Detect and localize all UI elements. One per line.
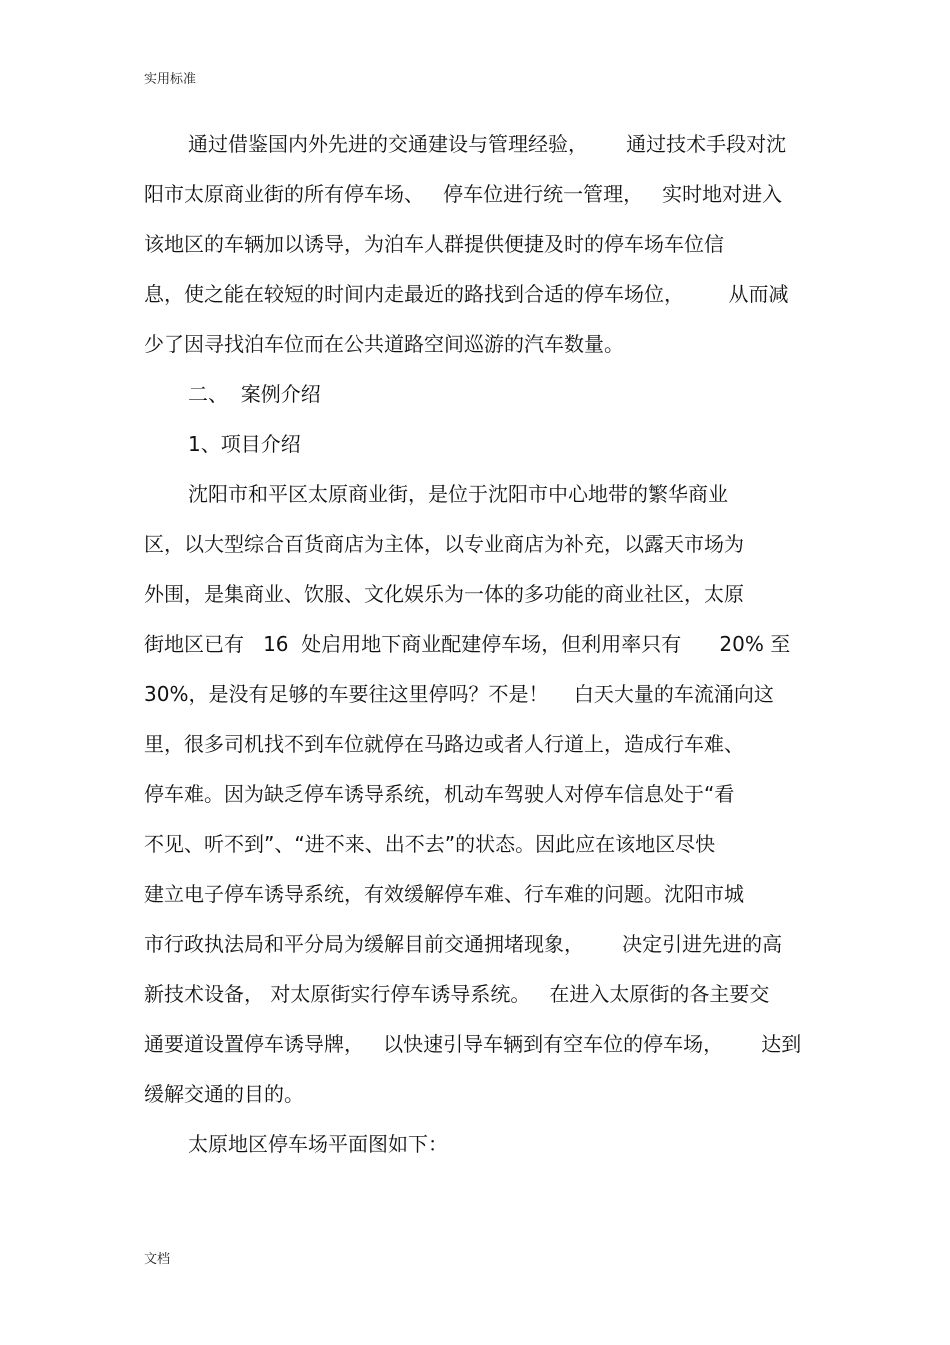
page-header: 实用标准 xyxy=(144,72,197,87)
paragraph-line: 街地区已有 16 处启用地下商业配建停车场，但利用率只有 20% 至 xyxy=(144,632,791,656)
section-heading: 二、 案例介绍 xyxy=(188,382,321,406)
paragraph-line: 建立电子停车诱导系统，有效缓解停车难、行车难的问题。沈阳市城 xyxy=(144,882,744,906)
paragraph-line: 息，使之能在较短的时间内走最近的路找到合适的停车场位， 从而减 xyxy=(144,282,789,306)
paragraph-line: 该地区的车辆加以诱导，为泊车人群提供便捷及时的停车场车位信 xyxy=(144,232,724,256)
paragraph-line: 通要道设置停车诱导牌， 以快速引导车辆到有空车位的停车场， 达到 xyxy=(144,1032,802,1056)
paragraph-line: 少了因寻找泊车位而在公共道路空间巡游的汽车数量。 xyxy=(144,332,624,356)
paragraph-line: 30%，是没有足够的车要往这里停吗？不是！ 白天大量的车流涌向这 xyxy=(144,682,774,706)
paragraph-line: 不见、听不到”、“进不来、出不去”的状态。因此应在该地区尽快 xyxy=(144,832,716,856)
paragraph-line: 通过借鉴国内外先进的交通建设与管理经验， 通过技术手段对沈 xyxy=(188,132,787,156)
paragraph-line: 缓解交通的目的。 xyxy=(144,1082,304,1106)
page-footer: 文档 xyxy=(144,1252,171,1267)
paragraph-line: 新技术设备， 对太原街实行停车诱导系统。 在进入太原街的各主要交 xyxy=(144,982,770,1006)
paragraph-line: 外围，是集商业、饮服、文化娱乐为一体的多功能的商业社区，太原 xyxy=(144,582,744,606)
paragraph-line: 阳市太原商业街的所有停车场、 停车位进行统一管理， 实时地对进入 xyxy=(144,182,783,206)
paragraph-line: 区，以大型综合百货商店为主体，以专业商店为补充，以露天市场为 xyxy=(144,532,744,556)
paragraph-line: 停车难。因为缺乏停车诱导系统，机动车驾驶人对停车信息处于“看 xyxy=(144,782,735,806)
paragraph-line: 市行政执法局和平分局为缓解目前交通拥堵现象， 决定引进先进的高 xyxy=(144,932,783,956)
figure-intro-line: 太原地区停车场平面图如下： xyxy=(188,1132,448,1156)
paragraph-line: 沈阳市和平区太原商业街，是位于沈阳市中心地带的繁华商业 xyxy=(188,482,728,506)
paragraph-line: 里，很多司机找不到车位就停在马路边或者人行道上，造成行车难、 xyxy=(144,732,744,756)
subsection-heading: 1、项目介绍 xyxy=(188,432,301,456)
